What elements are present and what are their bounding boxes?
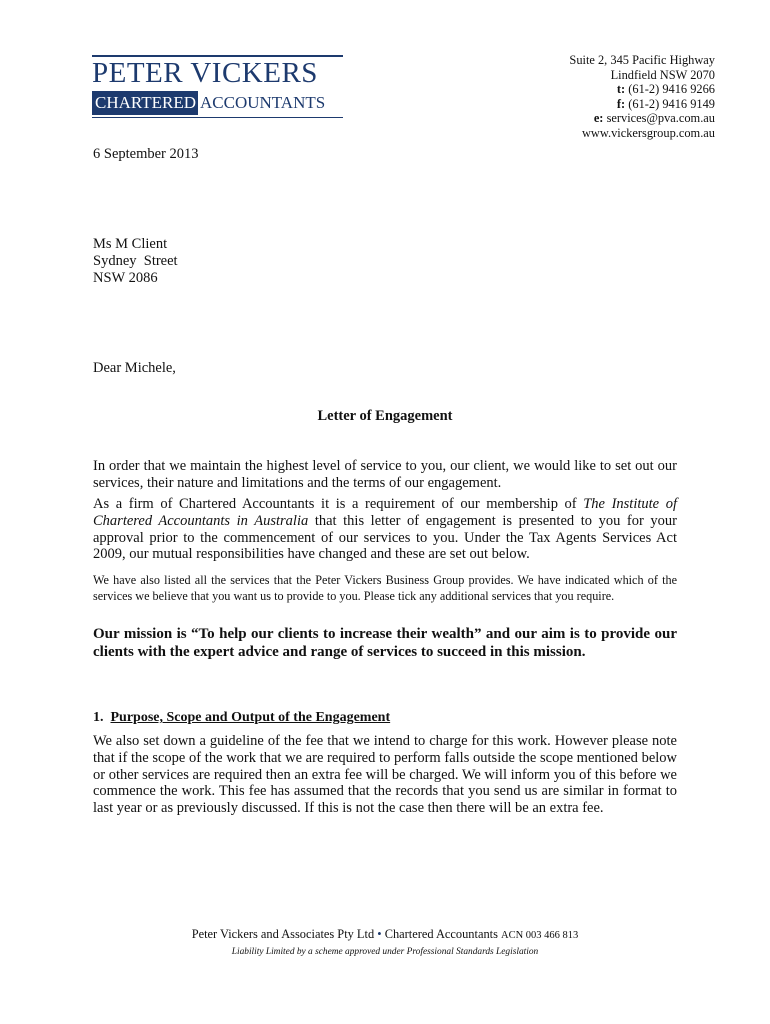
paragraph-requirement-part1: As a firm of Chartered Accountants it is a requirement of our membership of bbox=[93, 496, 584, 512]
footer-acn: ACN 003 466 813 bbox=[501, 930, 579, 941]
footer-company-line bbox=[0, 927, 770, 942]
footer-bullet: • bbox=[377, 927, 382, 941]
footer-liability: Liability Limited by a scheme approved under Professional Standards Legislation bbox=[231, 947, 539, 957]
paragraph-fee: We also set down a guideline of the fee that we intend to charge for this work. However please note that if the scope of the work that we are required to perform falls outside the scope mentioned below or other services are required then an extra fee will be charged. We will inform you of this before we commence the work. This fee has assumed that the records that you send us are similar in format to last year or as previously discussed. If this is not the case then there will be an extra fee. bbox=[93, 733, 677, 817]
letter-title: Letter of Engagement bbox=[317, 408, 453, 424]
contact-block bbox=[569, 53, 715, 141]
fax-number: (61-2) 9416 9149 bbox=[628, 96, 715, 111]
contact-address-line2: Lindfield NSW 2070 bbox=[610, 67, 715, 82]
logo-name: PETER VICKERS bbox=[92, 57, 318, 89]
footer-profession: Chartered Accountants bbox=[384, 927, 498, 941]
footer-company: Peter Vickers and Associates Pty Ltd bbox=[191, 927, 375, 941]
paragraph-services: We have also listed all the services that the Peter Vickers Business Group provides. We have indicated which of the services we believe that you want us to provide to you. Please tick any additional services that you require. bbox=[93, 573, 677, 603]
contact-fax bbox=[569, 97, 715, 112]
recipient-name: Ms M Client bbox=[93, 236, 168, 252]
fax-label: f: bbox=[616, 96, 626, 111]
paragraph-requirement bbox=[93, 496, 677, 563]
email-address: services@pva.com.au bbox=[606, 111, 715, 126]
company-logo bbox=[92, 55, 343, 118]
recipient-street: Sydney Street bbox=[93, 253, 178, 269]
phone-number: (61-2) 9416 9266 bbox=[628, 82, 715, 97]
logo-bottom-rule bbox=[92, 117, 343, 118]
contact-website: www.vickersgroup.com.au bbox=[581, 125, 715, 140]
section-title: Purpose, Scope and Output of the Engagement bbox=[110, 710, 391, 725]
contact-email bbox=[569, 111, 715, 126]
phone-label: t: bbox=[616, 82, 626, 97]
email-label: e: bbox=[593, 111, 604, 126]
section-heading bbox=[93, 710, 677, 726]
paragraph-requirement-part2: that this letter of engagement is presented to you for your approval prior to the commencement of our services to you. Under the Tax Agents Services Act 2009, our mutual responsibilities have changed and these are set out below. bbox=[93, 512, 677, 563]
recipient-state: NSW 2086 bbox=[93, 270, 158, 286]
contact-phone bbox=[569, 82, 715, 97]
section-number: 1. bbox=[93, 710, 104, 725]
salutation: Dear Michele, bbox=[93, 360, 176, 376]
logo-subtitle-plain: ACCOUNTANTS bbox=[199, 93, 326, 112]
institute-name: The Institute of Chartered Accountants in Australia bbox=[93, 496, 677, 529]
logo-subtitle-boxed: CHARTERED bbox=[92, 91, 198, 115]
letter-date: 6 September 2013 bbox=[93, 146, 199, 162]
logo-subtitle bbox=[92, 91, 343, 115]
recipient-address bbox=[93, 236, 178, 287]
contact-address-line1: Suite 2, 345 Pacific Highway bbox=[569, 53, 715, 67]
paragraph-intro: In order that we maintain the highest level of service to you, our client, we would like to set out our services, their nature and limitations and the terms of our engagement. bbox=[93, 458, 677, 491]
mission-statement: Our mission is “To help our clients to increase their wealth” and our aim is to provide our clients with the expert advice and range of services to succeed in this mission. bbox=[93, 626, 677, 660]
